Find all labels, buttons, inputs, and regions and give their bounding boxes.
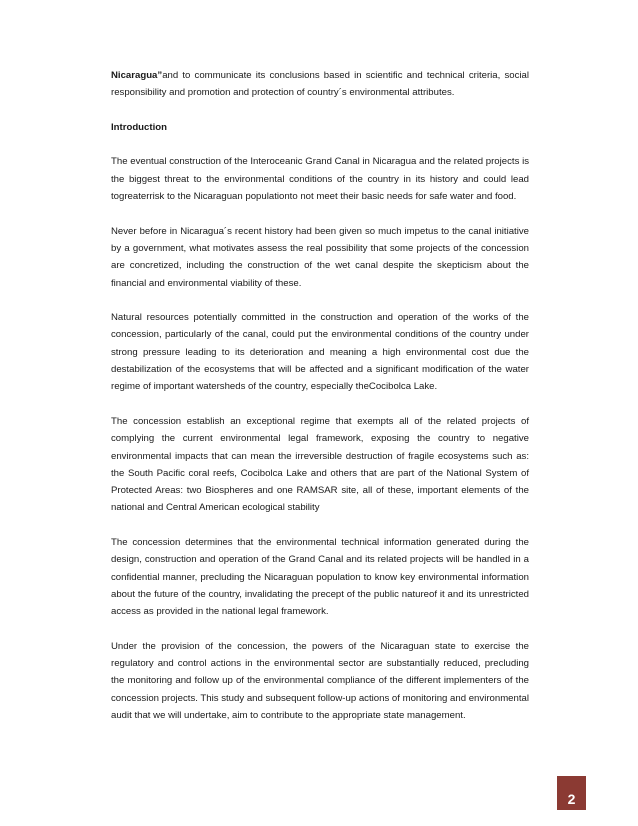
section-heading: Introduction xyxy=(111,121,167,133)
paragraph-6: Under the provision of the concession, the powers of the Nicaraguan state to exercise the regulatory and control actions in the environmental sector are substantially reduced, precluding the monitoring and follow up of the environmental compliance of the different implementers of the concession projects. This study and subsequent follow-up actions of monitoring and environmental audit that we will undertake, aim to contribute to the appropriate state management. xyxy=(111,640,529,721)
paragraph-1: The eventual construction of the Interoceanic Grand Canal in Nicaragua and the related projects is the biggest threat to the environmental conditions of the country in its history and could lead togreaterrisk to the Nicaraguan populationto not meet their basic needs for safe water and food. xyxy=(111,156,529,203)
paragraph-5: The concession determines that the environmental technical information generated during the design, construction and operation of the Grand Canal and its related projects will be handled in a confidential manner, precluding the Nicaraguan population to know key environmental information about the future of the country, invalidating the precept of the public natureof it and its unrestricted access as provided in the national legal framework. xyxy=(111,537,529,618)
opening-bold-lead: Nicaragua” xyxy=(111,70,163,81)
opening-text: and to communicate its conclusions based in scientific and technical criteria, social responsibility and promotion and protection of country´s environmental attributes. xyxy=(111,70,529,99)
opening-paragraph xyxy=(111,67,529,102)
paragraph-4: The concession establish an exceptional regime that exempts all of the related projects of complying the current environmental legal framework, exposing the country to negative environmental impacts that can mean the irreversible destruction of fragile ecosystems such as: the South Pacific coral reefs, Cocibolca Lake and others that are part of the National System of Protected Areas: two Biospheres and one RAMSAR site, all of these, important elements of the national and Central American ecological stability xyxy=(111,415,529,514)
page-number-badge: 2 xyxy=(557,776,586,810)
paragraph-3: Natural resources potentially committed in the construction and operation of the works of the concession, particularly of the canal, could put the environmental conditions of the country under strong pressure leading to its deterioration and meaning a high environmental cost due the destabilization of the ecosystems that will be affected and a significant modification of the water regime of important watersheds of the country, especially theCocibolca Lake. xyxy=(111,312,529,393)
paragraph-2: Never before in Nicaragua´s recent history had been given so much impetus to the canal initiative by a government, what motivates assess the real possibility that some projects of the concession are concretized, including the construction of the wet canal despite the skepticism about the financial and environmental viability of these. xyxy=(111,225,529,289)
document-body xyxy=(111,67,529,742)
